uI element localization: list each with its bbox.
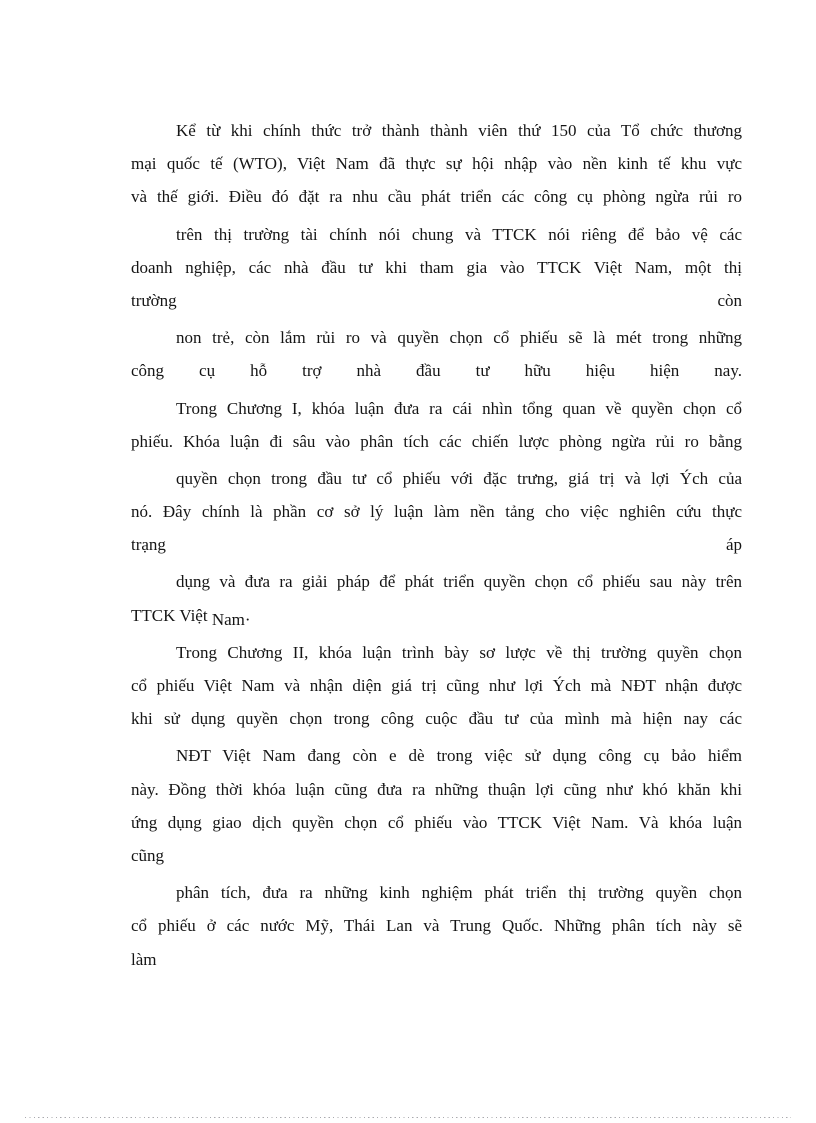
text-line: trên thị trường tài chính nói chung và TTCK nói riêng để bảo vệ các [176, 224, 742, 244]
text-run: TTCK Việt [131, 605, 212, 625]
paragraph [131, 876, 742, 976]
line-left-word: trạng [131, 535, 166, 555]
text-line: cổ phiếu Việt Nam và nhận diện giá trị cũng như lợi Ých mà NĐT nhận được [131, 676, 742, 695]
text-line: dụng và đưa ra giải pháp để phát triển quyền chọn cổ phiếu sau này trên [176, 572, 742, 592]
text-line: NĐT Việt Nam đang còn e dè trong việc sử dụng công cụ bảo hiểm [176, 746, 742, 766]
text-line: này. Đồng thời khóa luận cũng đưa ra những thuận lợi cũng như khó khăn khi [131, 779, 742, 799]
paragraph [131, 565, 742, 631]
text-line: mại quốc tế (WTO), Việt Nam đã thực sự hội nhập vào nền kinh tế khu vực [131, 154, 742, 174]
text-line: cổ phiếu ở các nước Mỹ, Thái Lan và Trung Quốc. Những phân tích này sẽ [131, 916, 742, 936]
paragraph [131, 392, 742, 458]
text-line [131, 528, 742, 561]
text-line: non trẻ, còn lắm rủi ro và quyền chọn cổ phiếu sẽ là mét trong những [176, 328, 742, 348]
text-line: phân tích, đưa ra những kinh nghiệm phát triển thị trường quyền chọn [176, 883, 742, 903]
line-right-word: còn [717, 290, 742, 310]
page-bottom-dotted-line [25, 1117, 791, 1119]
text-line: cũng [131, 845, 165, 865]
text-line: phiếu. Khóa luận đi sâu vào phân tích các chiến lược phòng ngừa rủi ro bằng [131, 431, 742, 451]
text-line: Kể từ khi chính thức trở thành thành viên thứ 150 của Tổ chức thương [176, 121, 742, 140]
paragraph [131, 321, 742, 387]
text-line: nó. Đây chính là phần cơ sở lý luận làm nền tảng cho việc nghiên cứu thực [131, 502, 742, 522]
text-line: quyền chọn trong đầu tư cổ phiếu với đặc trưng, giá trị và lợi Ých của [176, 468, 742, 488]
line-right-word: áp [725, 535, 742, 555]
text-line: và thế giới. Điều đó đặt ra nhu cầu phát triển các công cụ phòng ngừa rủi ro [131, 187, 742, 207]
text-line [131, 599, 742, 632]
line-left-word: trường [131, 290, 177, 310]
text-line: công cụ hỗ trợ nhà đầu tư hữu hiệu hiện nay. [131, 361, 742, 381]
text-line: làm [131, 949, 157, 969]
paragraph [131, 462, 742, 562]
text-line: doanh nghiệp, các nhà đầu tư khi tham gia vào TTCK Việt Nam, một thị [131, 257, 742, 277]
paragraph [131, 114, 742, 214]
paragraph [131, 636, 742, 736]
paragraph [131, 218, 742, 318]
text-line: ứng dụng giao dịch quyền chọn cổ phiếu vào TTCK Việt Nam. Và khóa luận [131, 812, 742, 832]
text-line: khi sử dụng quyền chọn trong công cuộc đầu tư của mình mà hiện nay các [131, 709, 742, 729]
text-line: Trong Chương I, khóa luận đưa ra cái nhìn tổng quan về quyền chọn cổ [176, 398, 742, 418]
paragraph [131, 739, 742, 872]
text-line [131, 284, 742, 317]
lowered-text-run: Nam· [211, 609, 251, 629]
document-body [131, 114, 742, 976]
text-line: Trong Chương II, khóa luận trình bày sơ lược về thị trường quyền chọn [176, 642, 742, 662]
